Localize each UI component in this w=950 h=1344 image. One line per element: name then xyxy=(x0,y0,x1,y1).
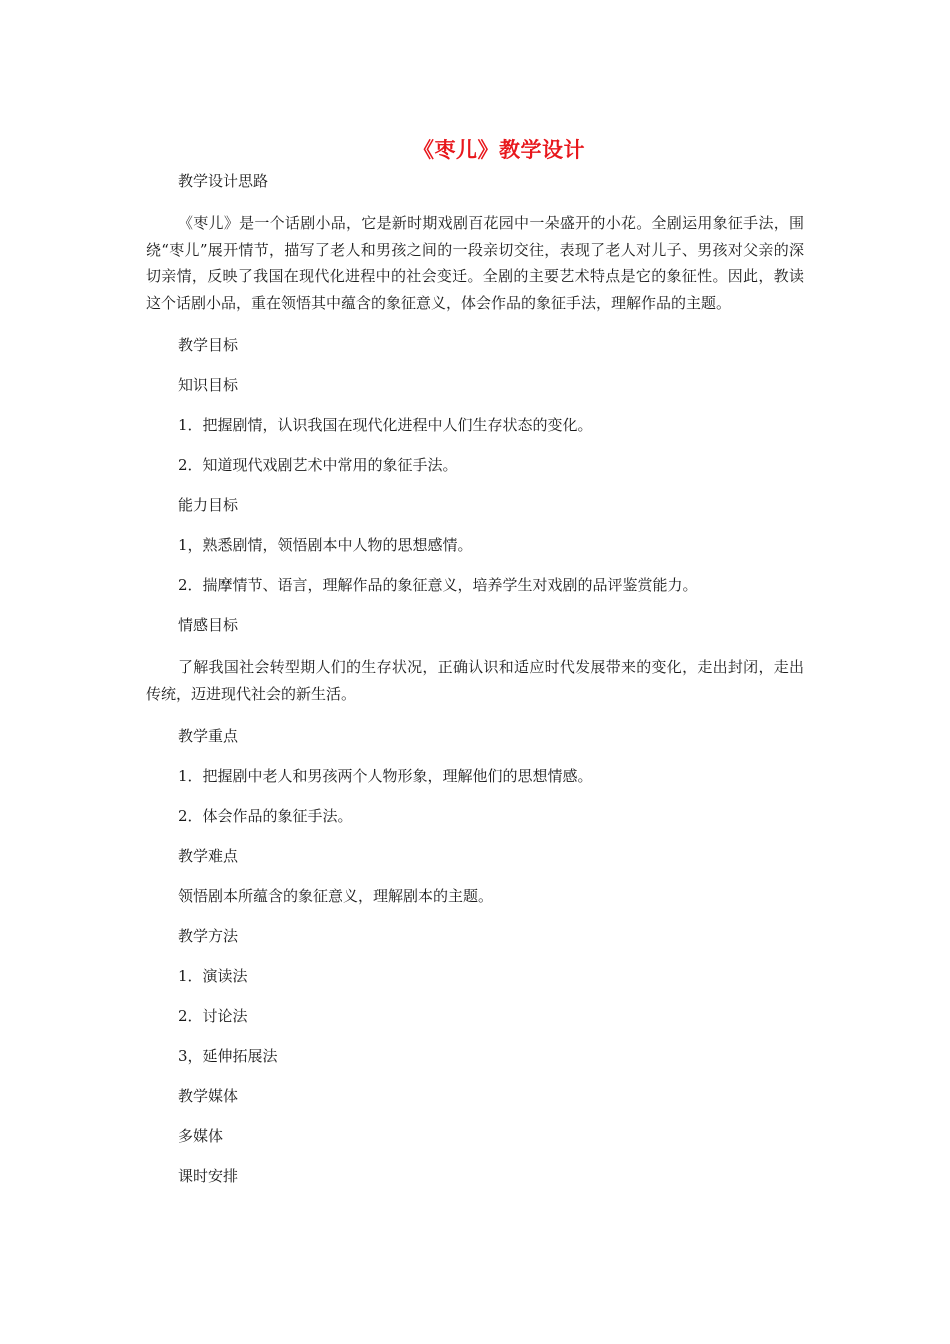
list-item-method-1: 1．演读法 xyxy=(178,967,248,985)
section-heading-schedule: 课时安排 xyxy=(178,1167,239,1185)
section-heading-methods: 教学方法 xyxy=(178,927,239,945)
list-item-ability-1: 1，熟悉剧情，领悟剧本中人物的思想感情。 xyxy=(178,536,473,554)
list-item-method-3: 3，延伸拓展法 xyxy=(178,1047,278,1065)
subheading-knowledge-goals: 知识目标 xyxy=(178,376,239,394)
paragraph-introduction: 《枣儿》是一个话剧小品，它是新时期戏剧百花园中一朵盛开的小花。全剧运用象征手法，围绕“枣儿”展开情节，描写了老人和男孩之间的一段亲切交往，表现了老人对儿子、男孩对父亲的深切亲情，反映了我国在现代化进程中的社会变迁。全剧的主要艺术特点是它的象征性。因此，教读这个话剧小品，重在领悟其中蕴含的象征意义，体会作品的象征手法，理解作品的主题。 xyxy=(146,214,804,312)
section-heading-difficulties: 教学难点 xyxy=(178,847,239,865)
subheading-emotion-goals: 情感目标 xyxy=(178,616,239,634)
section-heading-key-points: 教学重点 xyxy=(178,727,239,745)
section-heading-teaching-goals: 教学目标 xyxy=(178,336,239,354)
subheading-ability-goals: 能力目标 xyxy=(178,496,239,514)
section-heading-media: 教学媒体 xyxy=(178,1087,239,1105)
list-item-difficulty: 领悟剧本所蕴含的象征意义，理解剧本的主题。 xyxy=(178,887,494,905)
list-item-ability-2: 2．揣摩情节、语言，理解作品的象征意义，培养学生对戏剧的品评鉴赏能力。 xyxy=(178,576,698,594)
list-item-method-2: 2．讨论法 xyxy=(178,1007,248,1025)
list-item-key-point-1: 1．把握剧中老人和男孩两个人物形象，理解他们的思想情感。 xyxy=(178,767,593,785)
document-body xyxy=(146,170,804,1205)
list-item-knowledge-1: 1．把握剧情，认识我国在现代化进程中人们生存状态的变化。 xyxy=(178,416,593,434)
list-item-key-point-2: 2．体会作品的象征手法。 xyxy=(178,807,353,825)
section-heading-design-approach: 教学设计思路 xyxy=(178,172,269,190)
list-item-media: 多媒体 xyxy=(178,1127,224,1145)
paragraph-emotion-goals: 了解我国社会转型期人们的生存状况，正确认识和适应时代发展带来的变化，走出封闭，走出传统，迈进现代社会的新生活。 xyxy=(146,658,804,703)
document-title: 《枣儿》教学设计 xyxy=(413,138,585,162)
list-item-knowledge-2: 2．知道现代戏剧艺术中常用的象征手法。 xyxy=(178,456,458,474)
